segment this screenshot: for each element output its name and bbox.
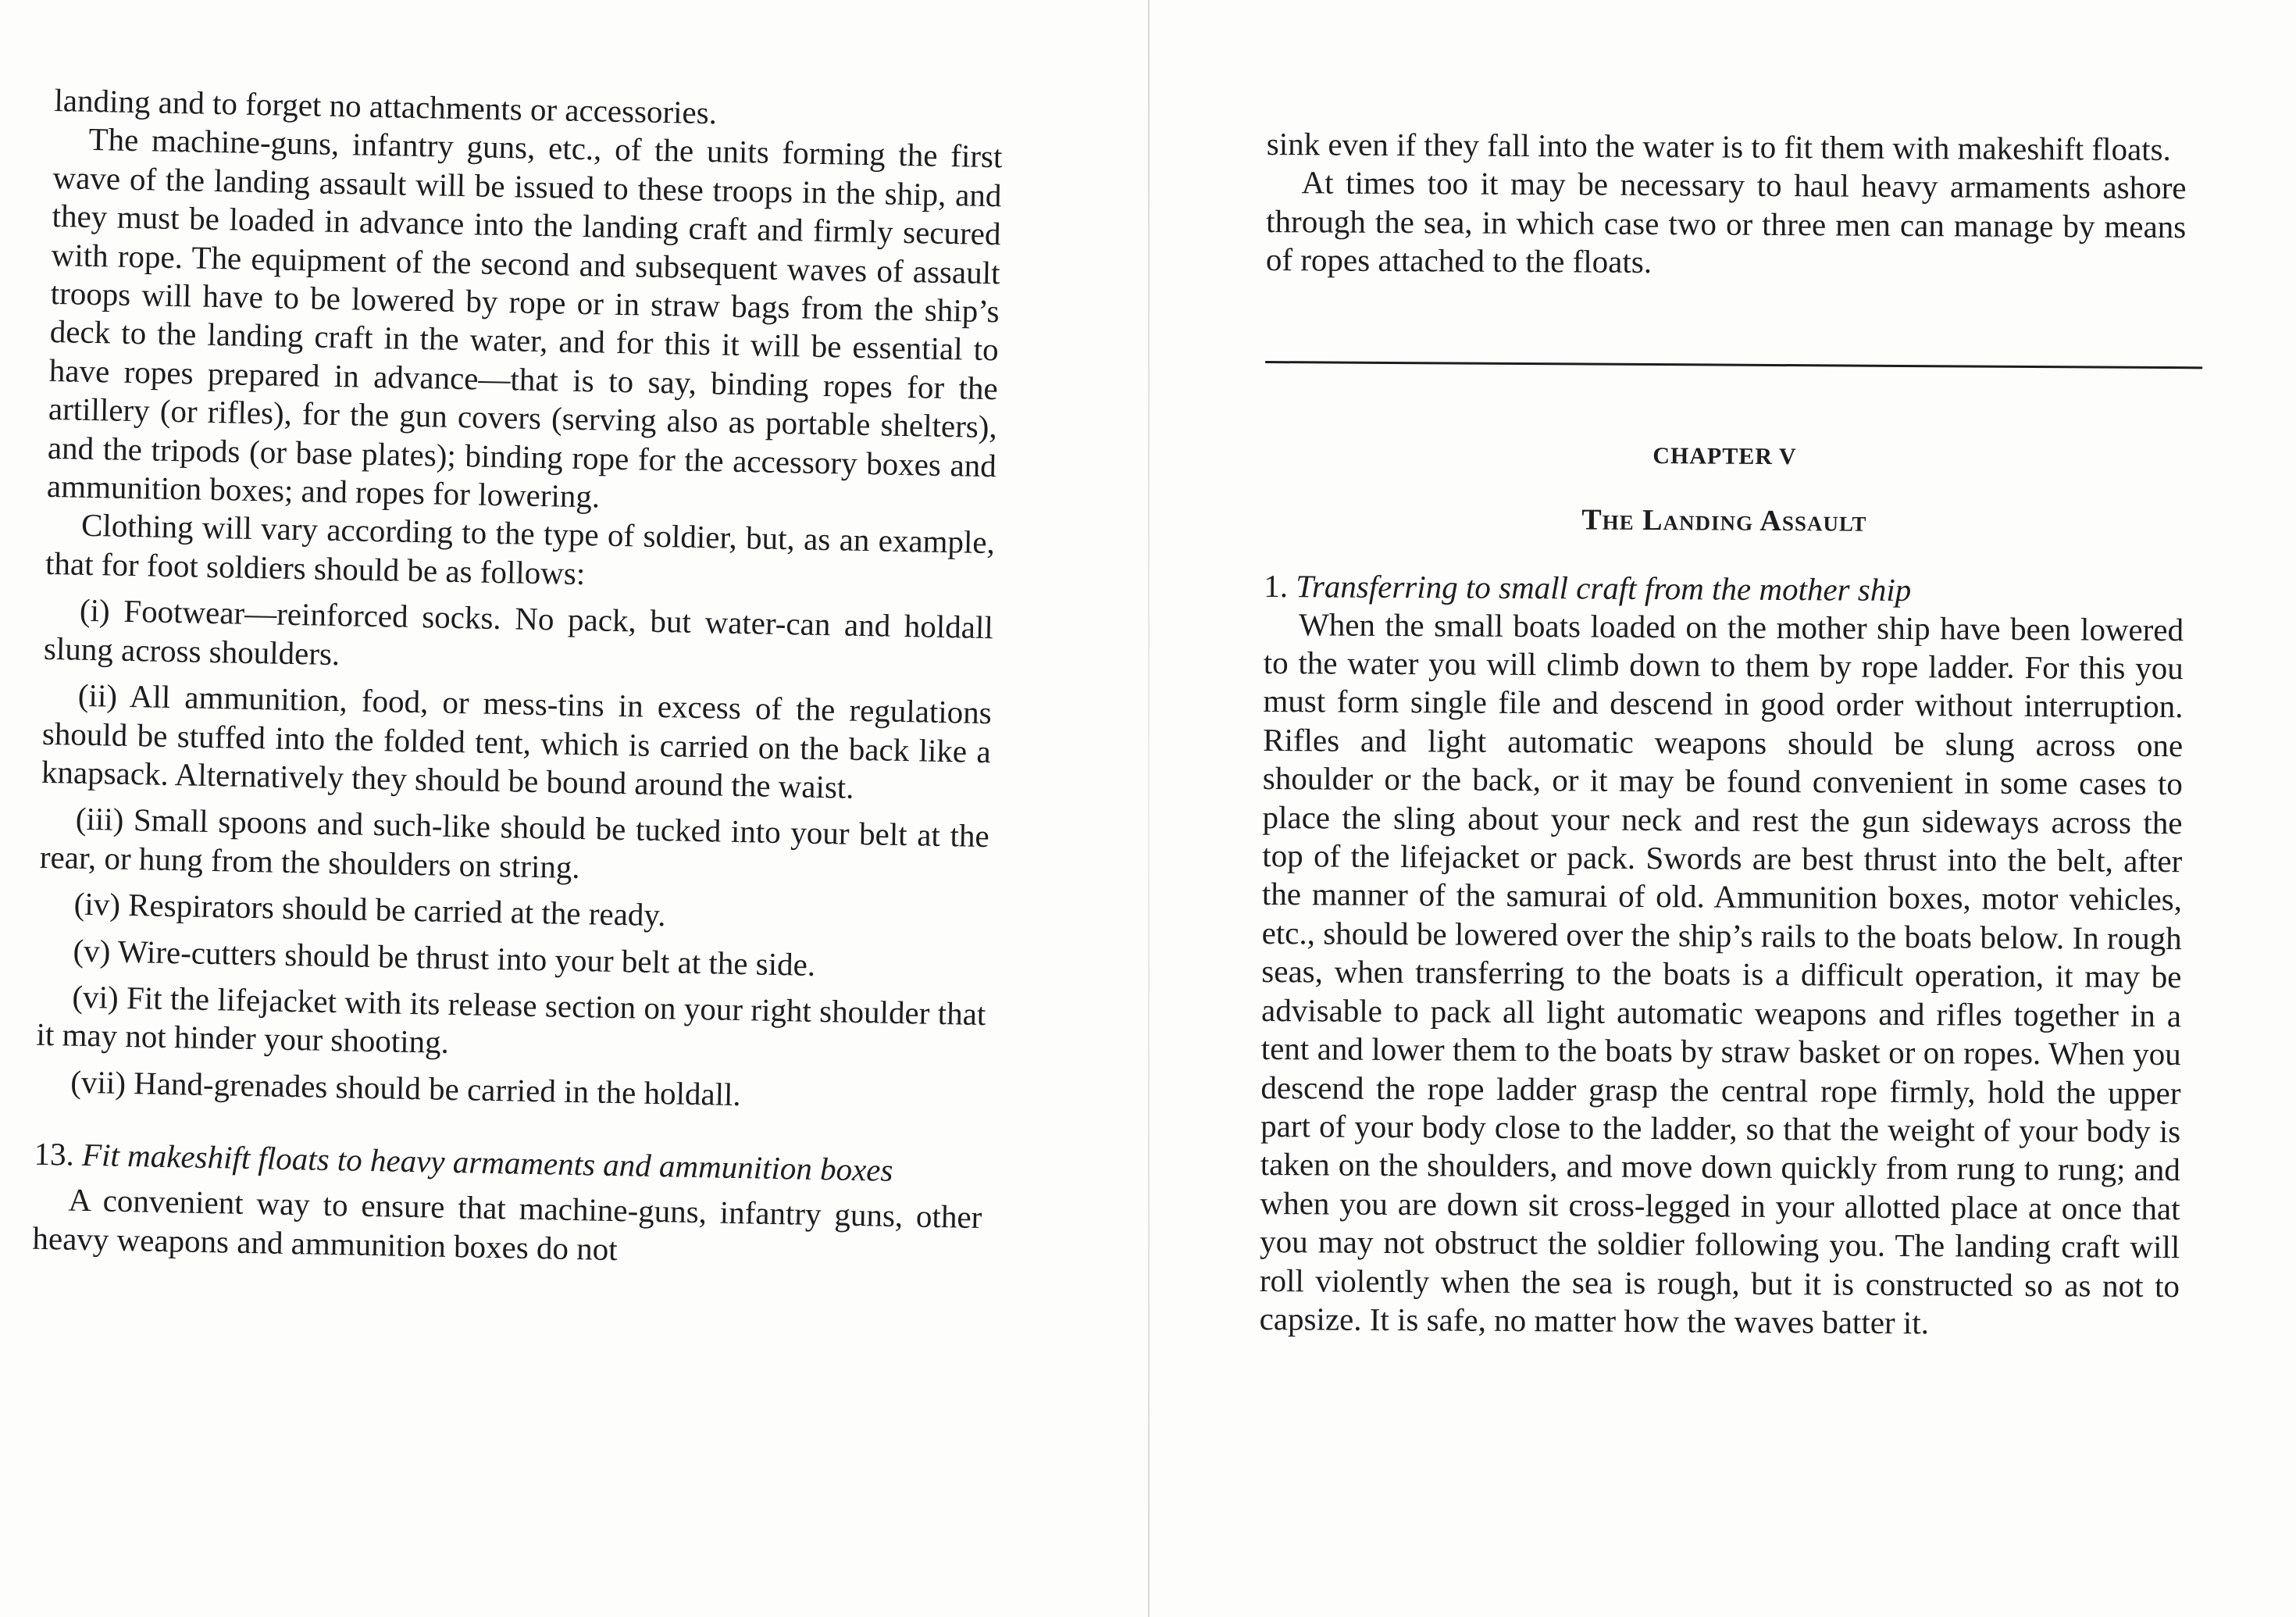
- chapter-divider: [1265, 361, 2202, 369]
- paragraph: The machine-guns, infantry guns, etc., of the units forming the first wave of the landing assault will be issued to these troops in the ship, and they must be loaded in advance into the landing craft and firmly secured with rope. The equipment of the second and subsequent waves of assault troops will have to be lowered by rope or in straw bags from the ship’s deck to the landing craft in the water, and for this it will be essential to have ropes prepared in advance—that is to say, binding ropes for the artillery (or rifles), for the gun covers (serving also as portable shelters), and the tripods (or base plates); binding rope for the accessory boxes and ammunition boxes; and ropes for lowering.: [46, 121, 1003, 515]
- paragraph: sink even if they fall into the water is to fit them with makeshift floats.: [1266, 125, 2171, 168]
- section-number: 13.: [34, 1135, 75, 1173]
- section-number: 1.: [1264, 567, 1289, 604]
- chapter-title: The Landing Assault: [1581, 503, 1867, 538]
- right-page-text: [1260, 125, 2187, 1344]
- right-page: [1150, 0, 2296, 1617]
- list-item: (iii) Small spoons and such-like should be tucked into your belt at the rear, or hung from the shoulders on string.: [39, 801, 990, 885]
- chapter-label: CHAPTER V: [1652, 442, 1797, 469]
- section-title: Fit makeshift floats to heavy armaments and ammunition boxes: [81, 1137, 893, 1189]
- section-heading: [1264, 566, 2184, 611]
- list-item: (v) Wire-cutters should be thrust into your belt at the side.: [73, 932, 816, 983]
- paragraph: landing and to forget no attachments or accessories.: [54, 81, 718, 131]
- list-item: (vi) Fit the lifejacket with its release section on your right shoulder that it may not hinder your shooting.: [36, 978, 986, 1061]
- left-page-text: [32, 81, 1004, 1276]
- list-item: (ii) All ammunition, food, or mess-tins in excess of the regulations should be stuffed into the folded tent, which is carried on the back like a knapsack. Alternatively they should be bound around the waist.: [41, 676, 993, 805]
- paragraph: Clothing will vary according to the type of soldier, but, as an example, that for foot soldiers should be as follows:: [45, 507, 996, 592]
- paragraph: A convenient way to ensure that machine-guns, infantry guns, other heavy weapons and ammunition boxes do not: [32, 1181, 982, 1267]
- list-item: (iv) Respirators should be carried at the ready.: [73, 885, 666, 933]
- list-item: (i) Footwear—reinforced socks. No pack, but water-can and holdall slung across shoulders.: [43, 592, 994, 672]
- section-title: Transferring to small craft from the mother ship: [1296, 567, 1912, 608]
- paragraph: At times too it may be necessary to haul heavy armaments ashore through the sea, in which case two or three men can manage by means of ropes attached to the floats.: [1265, 164, 2187, 280]
- list-item: (vii) Hand-grenades should be carried in the holdall.: [70, 1063, 742, 1112]
- paragraph: When the small boats loaded on the mother ship have been lowered to the water you will climb down to them by rope ladder. For this you must form single file and descend in good order without interruption. Rifles and light automatic weapons should be slung across one shoulder or the back, or it may be found convenient in some cases to place the sling about your neck and rest the gun sideways across the top of the lifejacket or pack. Swords are best thrust into the belt, after the manner of the samurai of old. Ammunition boxes, motor vehicles, etc., should be lowered over the ship’s rails to the boats below. In rough seas, when transferring to the boats is a difficult operation, it may be advisable to pack all light automatic weapons and rifles together in a tent and lower them to the boats by straw basket or on ropes. When you descend the rope ladder grasp the central rope firmly, hold the upper part of your body close to the ladder, so that the weight of your body is taken on the shoulders, and move down quickly from rung to rung; and when you are down sit cross-legged in your allotted place at once that you may not obstruct the soldier following you. The landing craft will roll violently when the sea is rough, but it is constructed so as not to capsize. It is safe, no matter how the waves batter it.: [1259, 605, 2184, 1341]
